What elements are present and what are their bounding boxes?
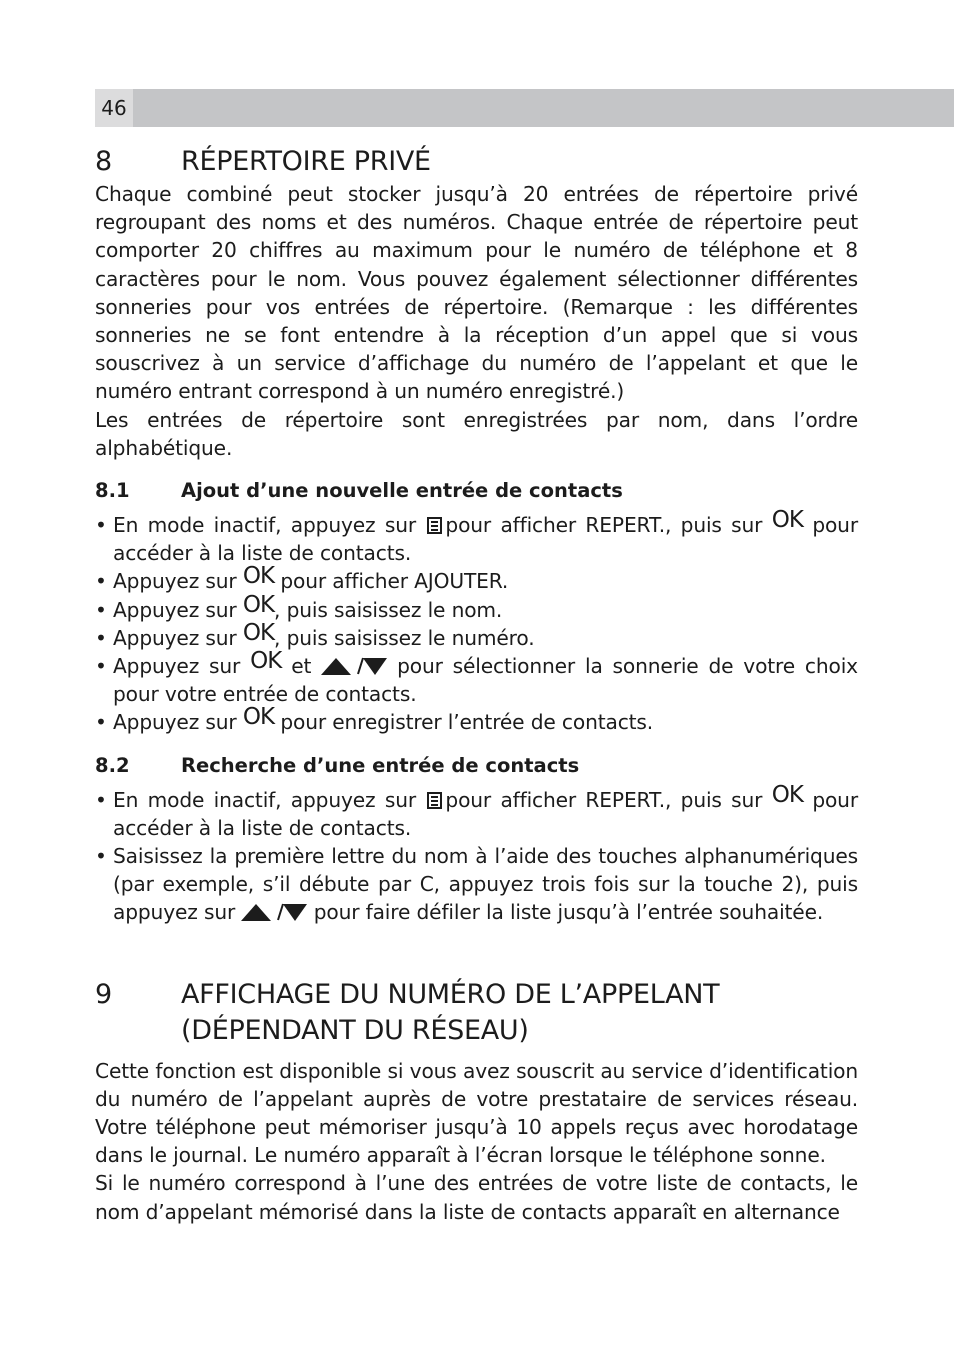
list-item: • Saisissez la première lettre du nom à l’aide des touches alphanumériques (par exemple, s’il débute par C, appuyez trois fois sur la touche 2), puis appuyez sur pour faire défiler la liste jusqu’à l’entrée souhaitée. bbox=[95, 842, 858, 927]
list-item: • En mode inactif, appuyez sur pour afficher REPERT., puis sur OK pour accéder à la liste de contacts. bbox=[95, 511, 858, 567]
section-number: 8 bbox=[95, 146, 112, 177]
menu-key-icon bbox=[427, 792, 442, 809]
section-9-paragraph-2: Si le numéro correspond à l’une des entrées de votre liste de contacts, le nom d’appelant mémorisé dans la liste de contacts apparaît en alternance bbox=[95, 1171, 858, 1224]
list-item: • Appuyez sur OK pour enregistrer l’entrée de contacts. bbox=[95, 708, 858, 736]
section-8-intro-2: Les entrées de répertoire sont enregistrées par nom, dans l’ordre alphabétique. bbox=[95, 407, 858, 460]
section-number: 9 bbox=[95, 978, 112, 1010]
ok-key-icon: OK bbox=[242, 704, 275, 731]
ok-key-icon: OK bbox=[242, 619, 275, 646]
subsection-title: Ajout d’une nouvelle entrée de contacts bbox=[181, 479, 623, 503]
subsection-title: Recherche d’une entrée de contacts bbox=[181, 753, 580, 777]
up-down-arrow-icon bbox=[321, 656, 387, 676]
ok-key-icon: OK bbox=[242, 591, 275, 618]
section-9-paragraph-1: Cette fonction est disponible si vous avez souscrit au service d’identification du numéro de l’appelant auprès de votre prestataire de services réseau. Votre téléphone peut mémoriser jusqu’à 10 appels reçus avec horodatage dans le journal. Le numéro apparaît à l’écran lorsque le téléphone sonne. bbox=[95, 1058, 858, 1168]
ok-key-icon: OK bbox=[771, 781, 803, 808]
section-8-2-steps bbox=[95, 781, 858, 927]
ok-key-icon: OK bbox=[242, 563, 275, 590]
subsection-number: 8.1 bbox=[95, 479, 130, 503]
up-down-arrow-icon bbox=[241, 902, 307, 922]
section-title: RÉPERTOIRE PRIVÉ bbox=[181, 146, 431, 177]
menu-key-icon bbox=[427, 517, 442, 534]
section-8-heading bbox=[95, 144, 858, 180]
page-number: 46 bbox=[95, 89, 133, 127]
section-8-1-steps bbox=[95, 507, 858, 737]
page-header-bar bbox=[95, 89, 954, 127]
list-item: • Appuyez sur OK, puis saisissez le nom. bbox=[95, 596, 858, 624]
ok-key-icon: OK bbox=[771, 507, 803, 534]
ok-key-icon: OK bbox=[250, 648, 282, 675]
section-8-2-heading bbox=[95, 752, 858, 780]
section-8-1-heading bbox=[95, 477, 858, 505]
section-title-line-1: AFFICHAGE DU NUMÉRO DE L’APPELANT bbox=[181, 978, 720, 1010]
list-item: • Appuyez sur OK et pour sélectionner la sonnerie de votre choix pour votre entrée de contacts. bbox=[95, 652, 858, 708]
list-item: • En mode inactif, appuyez sur pour afficher REPERT., puis sur OK pour accéder à la liste de contacts. bbox=[95, 786, 858, 842]
section-8-intro: Chaque combiné peut stocker jusqu’à 20 entrées de répertoire privé regroupant des noms et des numéros. Chaque entrée de répertoire peut comporter 20 chiffres au maximum pour le numéro de téléphone et 8 caractères pour le nom. Vous pouvez également sélectionner différentes sonneries pour vos entrées de répertoire. (Remarque : les différentes sonneries ne se font entendre à la réception d’un appel que si vous souscrivez à un service d’affichage du numéro de l’appelant et que le numéro entrant correspond à un numéro enregistré.) bbox=[95, 182, 858, 404]
page-content bbox=[95, 144, 858, 1226]
list-item: • Appuyez sur OK pour afficher AJOUTER. bbox=[95, 567, 858, 595]
list-item: • Appuyez sur OK, puis saisissez le numéro. bbox=[95, 624, 858, 652]
section-9-heading bbox=[95, 977, 858, 1049]
subsection-number: 8.2 bbox=[95, 753, 130, 777]
section-title-line-2: (DÉPENDANT DU RÉSEAU) bbox=[181, 1014, 529, 1046]
